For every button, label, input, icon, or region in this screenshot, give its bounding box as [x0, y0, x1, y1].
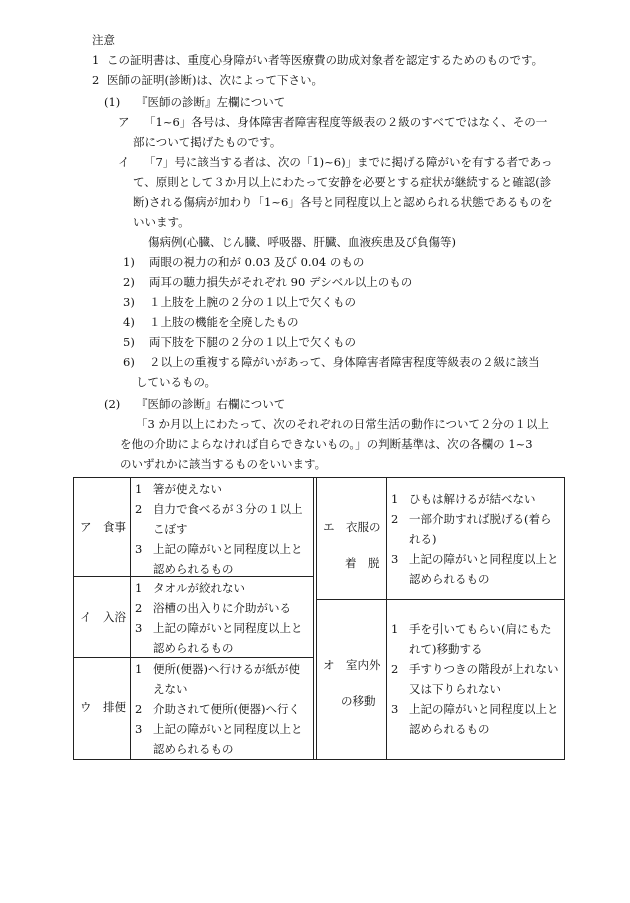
item-i-line-1: 「7」号に該当する者は、次の「1)~6)」までに掲げる障がいを有する者であっ — [144, 155, 553, 169]
criteria-text: 一部介助すれば脱げる(着られる) — [409, 512, 552, 546]
row-label-dressing-2: 着 脱 — [345, 556, 380, 570]
criteria-text: 便所(便器)へ行けるが紙が使えない — [153, 662, 300, 696]
criteria-text: 介助されて便所(便器)へ行く — [153, 702, 300, 716]
table-border-top — [73, 477, 565, 478]
row-label-dressing: エ 衣服の — [323, 520, 381, 534]
criteria-item — [135, 719, 311, 759]
criteria-number: 2 — [391, 662, 399, 676]
list-item-number: 5) — [123, 335, 135, 349]
criteria-item — [391, 549, 561, 589]
criteria-text: 手を引いてもらい(肩にもたれて)移動する — [409, 622, 552, 656]
section-2-line-1: 「3 か月以上にわたって、次のそれぞれの日常生活の動作について２分の１以上 — [136, 417, 550, 431]
criteria-number: 3 — [135, 621, 143, 635]
item-1-number: 1 — [92, 53, 100, 67]
criteria-number: 1 — [391, 622, 399, 636]
list-item-number: 1) — [123, 255, 135, 269]
item-i-line-4: いいます。 — [133, 215, 190, 229]
list-item-text: 両眼の視力の和が 0.03 及び 0.04 のもの — [149, 255, 365, 269]
section-1-title: 『医師の診断』左欄について — [136, 95, 286, 109]
criteria-item — [135, 578, 311, 598]
list-item-text: 両下肢を下腿の２分の１以上で欠くもの — [149, 335, 356, 349]
table-center-divider — [313, 477, 314, 760]
criteria-text: 箸が使えない — [153, 482, 222, 496]
item-i-label: イ — [118, 155, 130, 169]
row-label-mobility-2: の移動 — [341, 694, 376, 708]
list-item-text: ２以上の重複する障がいがあって、身体障害者障害程度等級表の２級に該当 — [149, 355, 540, 369]
row-label-bathing: イ 入浴 — [80, 610, 126, 624]
list-item-text-continued: しているもの。 — [136, 375, 217, 389]
item-a-line-2: 部について掲げたものです。 — [133, 135, 282, 149]
item-a-label: ア — [118, 115, 130, 129]
section-2-line-3: のいずれかに該当するものをいいます。 — [120, 457, 327, 471]
criteria-text: 上記の障がいと同程度以上と認められるもの — [153, 542, 303, 576]
criteria-item — [391, 619, 561, 659]
criteria-number: 1 — [135, 482, 143, 496]
row-label-mobility: オ 室内外 — [323, 658, 381, 672]
item-i-line-2: て、原則として３か月以上にわたって安静を必要とする症状が継続すると確認(診 — [133, 175, 552, 189]
criteria-text: 手すりつきの階段が上れない又は下りられない — [409, 662, 559, 696]
item-2-number: 2 — [92, 73, 100, 87]
criteria-item — [135, 699, 311, 719]
criteria-text: 自力で食べるが３分の１以上こぼす — [153, 502, 303, 536]
criteria-number: 3 — [391, 552, 399, 566]
list-item-number: 6) — [123, 355, 135, 369]
criteria-item — [391, 699, 561, 739]
criteria-item — [135, 539, 311, 579]
item-a-line-1: 「1~6」各号は、身体障害者障害程度等級表の２級のすべてではなく、その一 — [144, 115, 548, 129]
criteria-item — [135, 499, 311, 539]
item-i-line-3: 断)される傷病が加わり「1~6」各号と同程度以上と認められる状態であるものを — [133, 195, 553, 209]
table-border-left — [73, 477, 74, 760]
section-2-number: (2) — [104, 397, 121, 411]
criteria-number: 2 — [391, 512, 399, 526]
table-row-divider — [316, 599, 565, 600]
list-item-text: １上肢の機能を全廃したもの — [149, 315, 299, 329]
list-item-number: 2) — [123, 275, 135, 289]
criteria-number: 3 — [391, 702, 399, 716]
criteria-text: 上記の障がいと同程度以上と認められるもの — [153, 722, 303, 756]
criteria-item — [391, 489, 561, 509]
criteria-text: 上記の障がいと同程度以上と認められるもの — [153, 621, 303, 655]
criteria-number: 2 — [135, 702, 143, 716]
criteria-item — [135, 598, 311, 618]
section-2-title: 『医師の診断』右欄について — [136, 397, 286, 411]
item-2-text: 医師の証明(診断)は、次によって下さい。 — [107, 73, 323, 87]
dressing-criteria — [391, 489, 561, 589]
table-border-bottom — [73, 759, 565, 760]
table-right-column-divider — [386, 477, 387, 760]
criteria-text: 浴槽の出入りに介助がいる — [153, 601, 291, 615]
criteria-number: 2 — [135, 502, 143, 516]
criteria-table — [73, 477, 565, 760]
criteria-text: 上記の障がいと同程度以上と認められるもの — [409, 702, 559, 736]
list-item-text: １上肢を上腕の２分の１以上で欠くもの — [149, 295, 356, 309]
criteria-item — [391, 509, 561, 549]
table-center-divider — [316, 477, 317, 760]
criteria-item — [135, 479, 311, 499]
criteria-number: 3 — [135, 542, 143, 556]
criteria-number: 1 — [135, 581, 143, 595]
disease-examples: 傷病例(心臓、じん臓、呼吸器、肝臓、血液疾患及び負傷等) — [148, 235, 456, 249]
criteria-text: 上記の障がいと同程度以上と認められるもの — [409, 552, 559, 586]
list-item-text: 両耳の聴力損失がそれぞれ 90 デシベル以上のもの — [149, 275, 413, 289]
row-label-toileting: ウ 排便 — [80, 700, 126, 714]
row-label-eating: ア 食事 — [80, 520, 126, 534]
table-left-column-divider — [130, 477, 131, 760]
eating-criteria — [135, 479, 311, 579]
criteria-item — [135, 659, 311, 699]
table-border-right — [564, 477, 565, 760]
section-2-line-2: を他の介助によらなければ自らできないもの。」の判断基準は、次の各欄の 1~3 — [120, 437, 533, 451]
criteria-number: 1 — [391, 492, 399, 506]
criteria-text: タオルが絞れない — [153, 581, 245, 595]
list-item-number: 3) — [123, 295, 135, 309]
bathing-criteria — [135, 578, 311, 658]
criteria-item — [135, 618, 311, 658]
list-item-number: 4) — [123, 315, 135, 329]
criteria-number: 2 — [135, 601, 143, 615]
page-title: 注意 — [92, 33, 115, 47]
item-1-text: この証明書は、重度心身障がい者等医療費の助成対象者を認定するためのものです。 — [107, 53, 544, 67]
criteria-text: ひもは解けるが結べない — [409, 492, 536, 506]
toileting-criteria — [135, 659, 311, 759]
criteria-number: 3 — [135, 722, 143, 736]
section-1-number: (1) — [104, 95, 121, 109]
criteria-number: 1 — [135, 662, 143, 676]
criteria-item — [391, 659, 561, 699]
mobility-criteria — [391, 619, 561, 739]
